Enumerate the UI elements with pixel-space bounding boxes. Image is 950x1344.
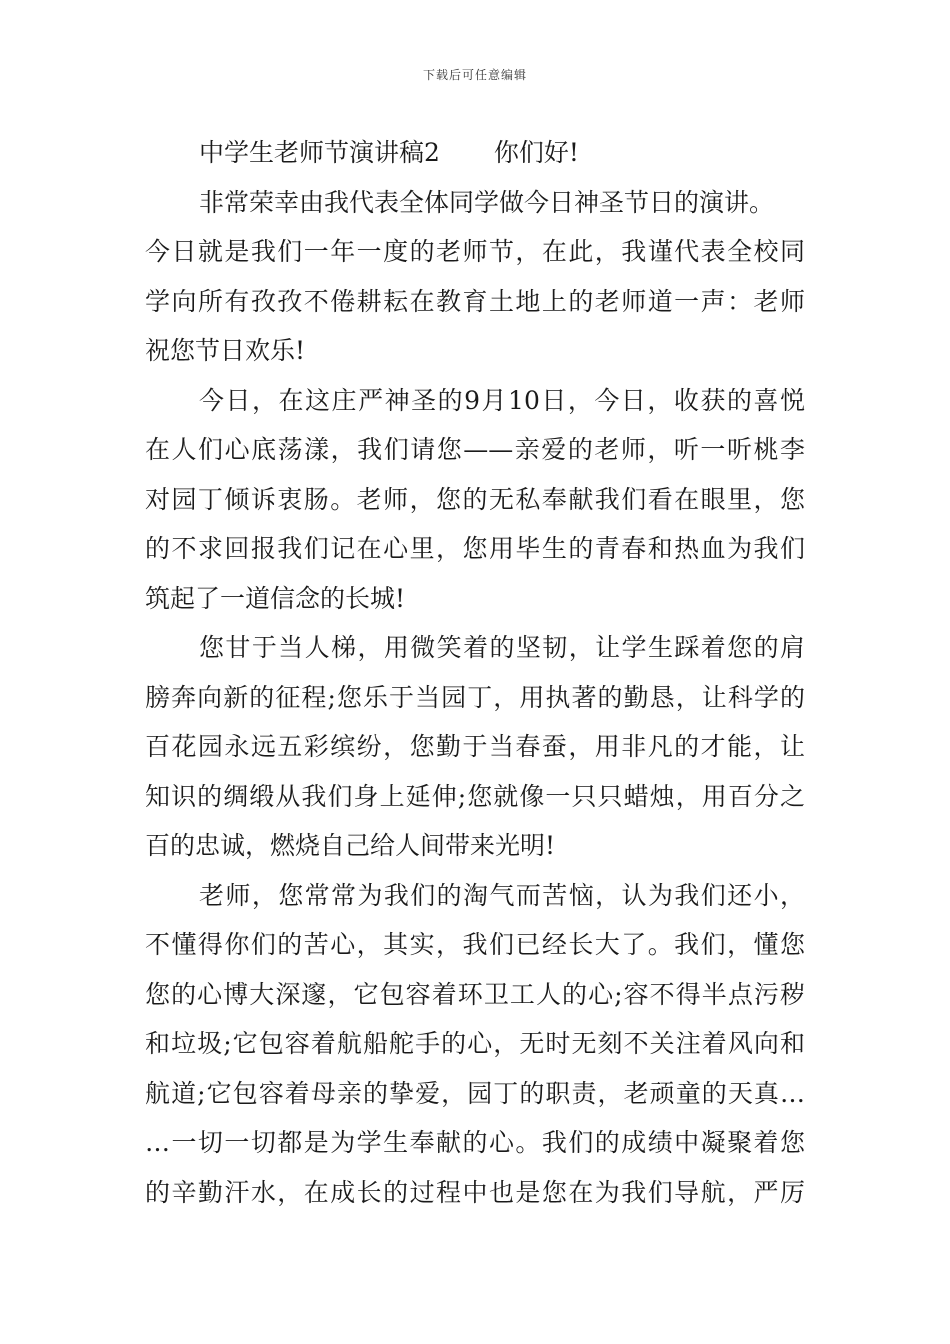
document-title: 中学生老师节演讲稿2 — [199, 138, 440, 167]
title-line — [145, 128, 805, 178]
paragraph-line: 您甘于当人梯，用微笑着的坚韧，让学生踩着您的肩 — [199, 633, 805, 662]
greeting-text: 你们好! — [493, 138, 579, 167]
paragraph-line: 您的心博大深邃，它包容着环卫工人的心;容不得半点污秽 — [145, 979, 805, 1009]
paragraph-line: 航道;它包容着母亲的挚爱，园丁的职责，老顽童的天真… — [145, 1078, 805, 1108]
paragraph-line: 在人们心底荡漾，我们请您——亲爱的老师，听一听桃李 — [145, 435, 805, 464]
paragraph-line: 不懂得你们的苦心，其实，我们已经长大了。我们，懂您 — [145, 930, 805, 959]
paragraph-line: 对园丁倾诉衷肠。老师，您的无私奉献我们看在眼里，您 — [145, 484, 805, 514]
paragraph-line: 膀奔向新的征程;您乐于当园丁，用执著的勤恳，让科学的 — [145, 682, 805, 712]
paragraph-line: 的辛勤汗水，在成长的过程中也是您在为我们导航，严厉 — [145, 1177, 805, 1207]
paragraph-line: 老师，您常常为我们的淘气而苦恼，认为我们还小， — [199, 880, 805, 910]
paragraph-line: 筑起了一道信念的长城! — [145, 583, 406, 613]
header-note: 下载后可任意编辑 — [422, 68, 527, 82]
paragraph-line: 百花园永远五彩缤纷，您勤于当春蚕，用非凡的才能，让 — [145, 732, 805, 761]
document-body — [145, 128, 805, 1217]
paragraph-line: 百的忠诚，燃烧自己给人间带来光明! — [145, 831, 556, 860]
paragraph-line: …一切一切都是为学生奉献的心。我们的成绩中凝聚着您 — [145, 1128, 805, 1157]
paragraph-line: 的不求回报我们记在心里，您用毕生的青春和热血为我们 — [145, 534, 805, 563]
paragraph-line: 非常荣幸由我代表全体同学做今日神圣节日的演讲。 — [199, 187, 775, 217]
paragraph-line: 祝您节日欢乐! — [145, 336, 306, 365]
paragraph-line: 今日，在这庄严神圣的9月10日，今日，收获的喜悦 — [199, 385, 805, 415]
paragraph-line: 今日就是我们一年一度的老师节，在此，我谨代表全校同 — [145, 237, 805, 266]
paragraph-line: 学向所有孜孜不倦耕耘在教育土地上的老师道一声：老师 — [145, 286, 805, 316]
paragraph-line: 和垃圾;它包容着航船舵手的心，无时无刻不关注着风向和 — [145, 1029, 805, 1058]
paragraph-line: 知识的绸缎从我们身上延伸;您就像一只只蜡烛，用百分之 — [145, 781, 805, 811]
